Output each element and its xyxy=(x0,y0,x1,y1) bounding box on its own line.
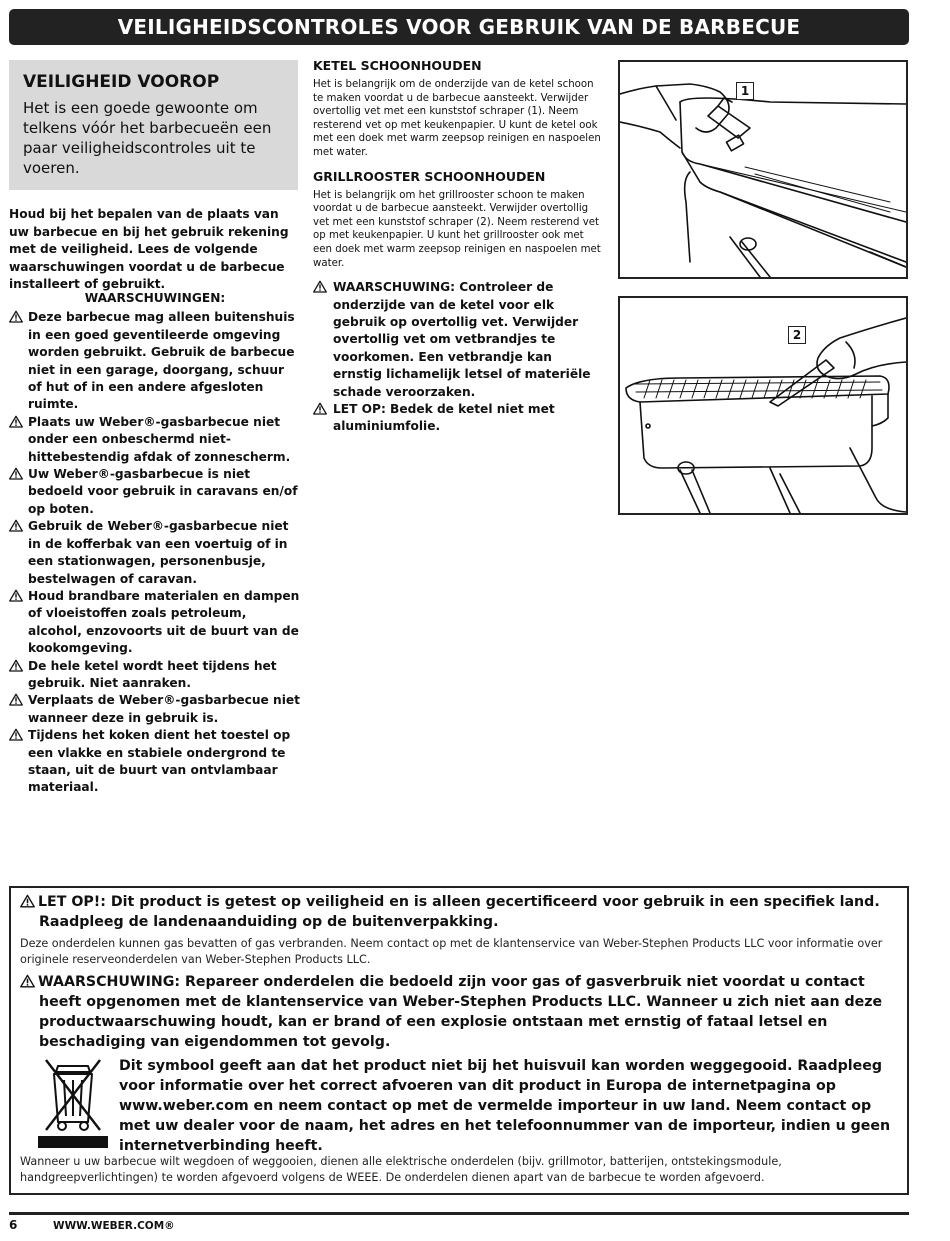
warning-item xyxy=(9,518,301,588)
kettle-title: KETEL SCHOONHOUDEN xyxy=(313,58,482,73)
warning-icon xyxy=(9,589,23,602)
weee-text: Dit symbool geeft aan dat het product niet bij het huisvuil kan worden weggegooid. Raadpleeg voor informatie over het correct afvoeren van dit product in Europa de internetpagina op www.weber.com en neem contact op met de vermelde importeur in uw land. Neem contact op met uw dealer voor de naam, het adres en het telefoonnummer van de importeur, indien u geen internetverbinding heeft. xyxy=(119,1058,891,1154)
crossed-out-bin-icon xyxy=(38,1056,108,1148)
warning-text: Uw Weber®-gasbarbecue is niet bedoeld voor gebruik in caravans en/of op boten. xyxy=(28,467,298,516)
warning-icon xyxy=(9,310,23,323)
footer-divider xyxy=(9,1212,909,1215)
warning-item xyxy=(9,466,301,518)
caution-notice xyxy=(20,892,899,932)
weee-section xyxy=(20,1056,899,1152)
figure-label-1: 1 xyxy=(736,82,754,100)
cleaning-warnings xyxy=(313,279,603,436)
grate-text: Het is belangrijk om het grillrooster schoon te maken voordat u de barbecue aansteekt. Verwijder overtollig vet met een kunststof schraper (2). Neem resterend vet op met keukenpapier. U kunt het grillrooster ook met een doek met warm zeepsop reinigen en naspoelen met water. xyxy=(313,189,601,269)
figure-label-2: 2 xyxy=(788,326,806,344)
caution-text: LET OP!: Dit product is getest op veiligheid en is alleen gecertificeerd voor gebruik in een specifiek land. Raadpleeg de landenaanduiding op de buitenverpakking. xyxy=(38,894,880,930)
warning-text: Deze barbecue mag alleen buitenshuis in een goed geventileerde omgeving worden gebruikt. Gebruik de barbecue niet in een garage, doorgang, schuur of hut of in een andere afgesloten ruimte. xyxy=(28,310,295,412)
page-header: VEILIGHEIDSCONTROLES VOOR GEBRUIK VAN DE BARBECUE xyxy=(9,9,909,45)
warnings-section xyxy=(9,290,301,797)
intro-text: Houd bij het bepalen van de plaats van uw barbecue en bij het gebruik rekening met de veiligheid. Lees de volgende waarschuwingen voordat u de barbecue installeert of gebruikt. xyxy=(9,207,289,291)
warnings-title: WAARSCHUWINGEN: xyxy=(84,291,226,305)
warning-icon xyxy=(9,728,23,741)
repair-warning-text: WAARSCHUWING: Repareer onderdelen die bedoeld zijn voor gas of gasverbruik niet voordat u contact heeft opgenomen met de klantenservice van Weber-Stephen Products LLC. Wanneer u zich niet aan deze productwaarschuwing houdt, kan er brand of een explosie ontstaan met ernstig of fataal letsel en beschadiging van eigendommen tot gevolg. xyxy=(38,974,883,1050)
warning-item xyxy=(9,658,301,693)
warnings-list xyxy=(9,309,301,796)
parts-text: Deze onderdelen kunnen gas bevatten of gas verbranden. Neem contact op met de klantenservice van Weber-Stephen Products LLC voor informatie over originele reserveonderdelen van Weber-Stephen Products LLC. xyxy=(20,937,883,966)
repair-warning xyxy=(20,972,899,1052)
warning-icon xyxy=(313,402,327,415)
warning-icon xyxy=(313,280,327,293)
figure-grate-cleaning xyxy=(618,296,908,515)
warning-text: Gebruik de Weber®-gasbarbecue niet in de kofferbak van een voertuig of in een stationwagen, personenbusje, bestelwagen of caravan. xyxy=(28,519,289,586)
kettle-cleaning-illustration xyxy=(620,62,906,277)
warning-text: Houd brandbare materialen en dampen of vloeistoffen zoals petroleum, alcohol, enzovoorts uit de buurt van de kookomgeving. xyxy=(28,588,300,656)
safety-first-text: Het is een goede gewoonte om telkens vóór het barbecueën een paar veiligheidscontroles uit te voeren. xyxy=(23,99,272,177)
warning-item xyxy=(9,414,301,466)
figure-kettle-cleaning xyxy=(618,60,908,279)
warning-icon xyxy=(9,659,23,672)
grate-cleaning-illustration xyxy=(620,298,906,513)
cleaning-warning-item xyxy=(313,401,603,436)
cleaning-warning-text: LET OP: Bedek de ketel niet met aluminiumfolie. xyxy=(333,401,555,434)
warning-icon xyxy=(20,894,35,908)
warning-item xyxy=(9,309,301,413)
cleaning-column xyxy=(313,58,603,436)
warning-item xyxy=(9,692,301,727)
safety-first-title: VEILIGHEID VOOROP xyxy=(23,72,220,92)
cleaning-warning-text: WAARSCHUWING: Controleer de onderzijde van de ketel voor elk gebruik op overtollig vet. Verwijder overtollig vet om vetbrandjes te voorkomen. Een vetbrandje kan ernstig lichamelijk letsel of materiële schade veroorzaken. xyxy=(333,280,591,399)
kettle-text: Het is belangrijk om de onderzijde van de ketel schoon te maken voordat u de barbecue aansteekt. Verwijder overtollig vet met een kunststof schraper (1). Neem resterend vet op met keukenpapier. U kunt de ketel ook met een doek met warm zeepsop reinigen en naspoelen met water. xyxy=(313,79,601,158)
warning-text: De hele ketel wordt heet tijdens het gebruik. Niet aanraken. xyxy=(28,658,277,690)
warning-icon xyxy=(20,974,35,988)
notice-box xyxy=(9,886,909,1195)
cleaning-warning-item xyxy=(313,279,603,401)
warning-item xyxy=(9,727,301,797)
warning-text: Tijdens het koken dient het toestel op een vlakke en stabiele ondergrond te staan, uit de buurt van ontvlambaar materiaal. xyxy=(28,728,291,795)
warning-text: Verplaats de Weber®-gasbarbecue niet wanneer deze in gebruik is. xyxy=(28,693,300,725)
warning-icon xyxy=(9,693,23,706)
disposal-text: Wanneer u uw barbecue wilt wegdoen of weggooien, dienen alle elektrische onderdelen (bijv. grillmotor, batterijen, ontstekingsmodule, handgreepverlichtingen) te worden afgevoerd volgens de WEEE. De onderdelen dienen apart van de barbecue te worden afgevoerd. xyxy=(20,1155,782,1184)
warning-text: Plaats uw Weber®-gasbarbecue niet onder een onbeschermd niet-hittebestendig afdak of zonnescherm. xyxy=(28,414,291,464)
safety-first-box xyxy=(9,60,298,190)
grate-title: GRILLROOSTER SCHOONHOUDEN xyxy=(313,168,546,184)
warning-icon xyxy=(9,519,23,532)
warning-icon xyxy=(9,415,23,428)
page-number: 6 xyxy=(9,1218,18,1232)
warning-icon xyxy=(9,467,23,480)
website-link[interactable]: WWW.WEBER.COM® xyxy=(53,1220,175,1232)
warning-item xyxy=(9,588,301,658)
